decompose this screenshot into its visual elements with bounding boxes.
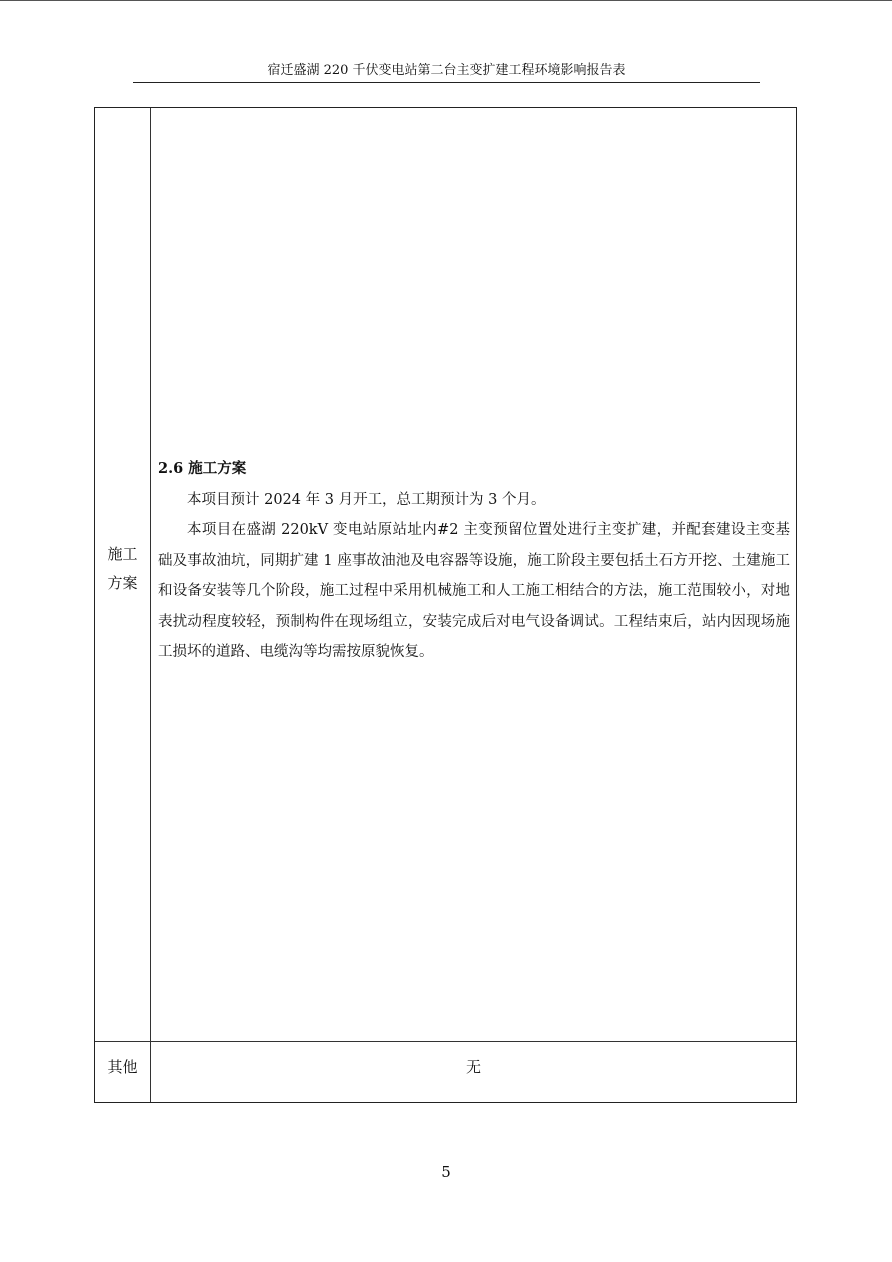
- report-table: [94, 107, 797, 1103]
- construction-plan-label-line2: 方案: [107, 574, 138, 592]
- other-value-cell: 无: [465, 1058, 481, 1076]
- construction-plan-content: [158, 454, 790, 668]
- construction-description-paragraph: 本项目在盛湖 220kV 变电站原站址内#2 主变预留位置处进行主变扩建，并配套建设主变基础及事故油坑，同期扩建 1 座事故油池及电容器等设施，施工阶段主要包括土石方开挖、土建施工和设备安装等几个阶段，施工过程中采用机械施工和人工施工相结合的方法，施工范围较小，对地表扰动程度较轻，预制构件在现场组立，安装完成后对电气设备调试。工程结束后，站内因现场施工损坏的道路、电缆沟等均需按原貌恢复。: [158, 522, 790, 660]
- construction-plan-label-line1: 施工: [107, 545, 138, 563]
- schedule-paragraph: 本项目预计 2024 年 3 月开工，总工期预计为 3 个月。: [187, 491, 546, 508]
- header-rule: [133, 82, 760, 83]
- other-label-cell: 其他: [107, 1058, 138, 1076]
- page-number: 5: [441, 1163, 451, 1181]
- table-row-divider: [95, 1041, 796, 1042]
- document-header-title: 宿迁盛湖 220 千伏变电站第二台主变扩建工程环境影响报告表: [267, 63, 626, 78]
- page-top-border: [0, 0, 892, 1]
- construction-plan-label-cell: [95, 540, 150, 598]
- table-column-divider: [150, 108, 151, 1102]
- section-title: 2.6 施工方案: [158, 460, 247, 477]
